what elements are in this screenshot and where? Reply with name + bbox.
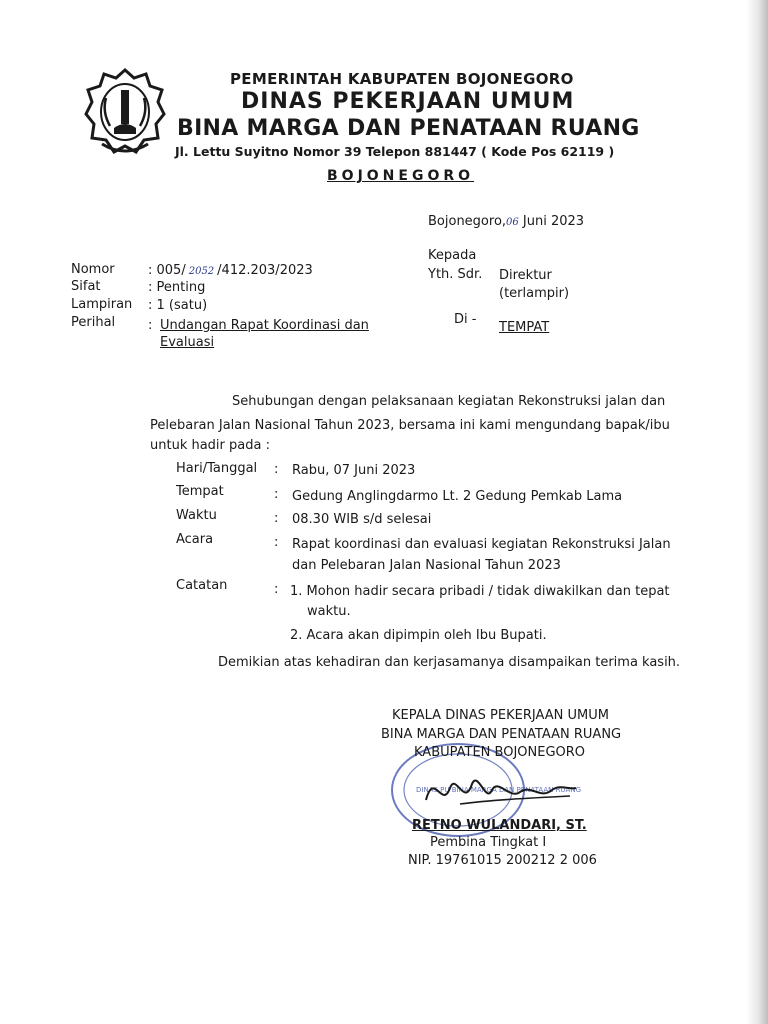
meta-lampiran-label: Lampiran <box>71 297 133 312</box>
body-paragraph-line2: Pelebaran Jalan Nasional Tahun 2023, bersama ini kami mengundang bapak/ibu <box>150 418 670 433</box>
meta-perihal-label: Perihal <box>71 315 116 330</box>
detail-catatan-item1-line2: waktu. <box>307 604 351 619</box>
detail-acara-line1: Rapat koordinasi dan evaluasi kegiatan Rekonstruksi Jalan <box>292 537 671 552</box>
detail-tempat-value: Gedung Anglingdarmo Lt. 2 Gedung Pemkab Lama <box>292 489 623 504</box>
handwritten-signature <box>420 760 580 820</box>
recipient-name: Direktur <box>499 268 552 283</box>
detail-hari-colon: : <box>274 462 279 477</box>
detail-catatan-item1-line1: 1. Mohon hadir secara pribadi / tidak diwakilkan dan tepat <box>290 584 670 599</box>
nomor-handwritten: 2052 <box>188 266 215 277</box>
scan-edge-shadow <box>746 0 768 1024</box>
letter-date: Bojonegoro,06 Juni 2023 <box>428 214 585 229</box>
recipient-kepada: Kepada <box>428 248 477 263</box>
signatory-rank: Pembina Tingkat I <box>430 835 547 850</box>
meta-sifat-value: : Penting <box>148 280 206 295</box>
date-handwritten-day: 06 <box>506 217 519 228</box>
detail-waktu-label: Waktu <box>176 508 217 523</box>
recipient-place: TEMPAT <box>499 320 550 335</box>
regency-emblem-icon <box>84 68 166 160</box>
meta-sifat-label: Sifat <box>71 279 101 294</box>
signature-title-line2: BINA MARGA DAN PENATAAN RUANG <box>381 727 622 742</box>
detail-catatan-item2: 2. Acara akan dipimpin oleh Ibu Bupati. <box>290 628 547 643</box>
letterhead-government: PEMERINTAH KABUPATEN BOJONEGORO <box>230 70 574 88</box>
detail-tempat-colon: : <box>274 487 279 502</box>
signature-title-line3: KABUPATEN BOJONEGORO <box>414 745 586 760</box>
signatory-nip: NIP. 19761015 200212 2 006 <box>408 853 597 868</box>
detail-waktu-colon: : <box>274 511 279 526</box>
detail-hari-label: Hari/Tanggal <box>176 461 258 476</box>
meta-perihal-colon: : <box>148 318 153 333</box>
letterhead-department: DINAS PEKERJAAN UMUM <box>241 89 575 114</box>
detail-acara-colon: : <box>274 535 279 550</box>
signatory-name: RETNO WULANDARI, ST. <box>412 818 587 833</box>
letterhead-address: Jl. Lettu Suyitno Nomor 39 Telepon 881447 ( Kode Pos 62119 ) <box>175 144 615 159</box>
recipient-yth-label: Yth. Sdr. <box>428 267 483 282</box>
body-paragraph-line1: Sehubungan dengan pelaksanaan kegiatan Rekonstruksi jalan dan <box>232 394 666 409</box>
detail-waktu-value: 08.30 WIB s/d selesai <box>292 512 432 527</box>
signature-title-line1: KEPALA DINAS PEKERJAAN UMUM <box>392 708 609 723</box>
letterhead-division: BINA MARGA DAN PENATAAN RUANG <box>177 116 640 141</box>
detail-acara-label: Acara <box>176 532 214 547</box>
meta-perihal-line2: Evaluasi <box>160 335 215 350</box>
meta-perihal-line1: Undangan Rapat Koordinasi dan <box>160 318 369 333</box>
letterhead-city: BOJONEGORO <box>327 168 475 184</box>
meta-nomor-label: Nomor <box>71 262 115 277</box>
closing-sentence: Demikian atas kehadiran dan kerjasamanya disampaikan terima kasih. <box>218 655 681 670</box>
body-paragraph-line3: untuk hadir pada : <box>150 438 270 453</box>
detail-catatan-label: Catatan <box>176 578 228 593</box>
detail-catatan-colon: : <box>274 582 279 597</box>
recipient-di-label: Di - <box>454 312 477 327</box>
recipient-name-note: (terlampir) <box>499 286 570 301</box>
meta-nomor-value: : 005/ 2052 /412.203/2023 <box>148 263 313 278</box>
detail-hari-value: Rabu, 07 Juni 2023 <box>292 463 416 478</box>
stamp-text: DINAS PU BINA MARGA DAN PENATAAN RUANG <box>416 786 582 794</box>
detail-tempat-label: Tempat <box>176 484 224 499</box>
meta-lampiran-value: : 1 (satu) <box>148 298 208 313</box>
detail-acara-line2: dan Pelebaran Jalan Nasional Tahun 2023 <box>292 558 561 573</box>
